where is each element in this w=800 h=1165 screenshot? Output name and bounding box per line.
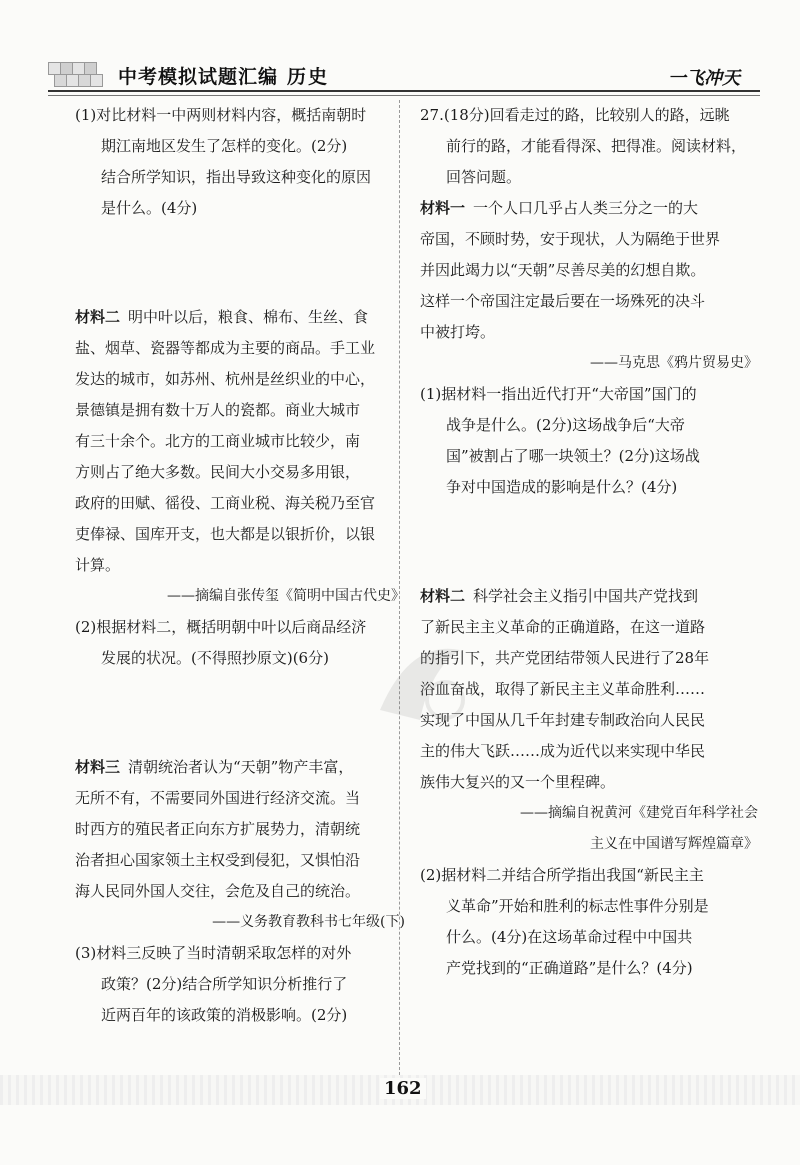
q-line: 战争是什么。(2分)这场战争后“大帝: [446, 416, 685, 434]
header-rule-thin: [48, 95, 760, 96]
material-line: 吏俸禄、国库开支，也大都是以银折价，以银: [75, 525, 376, 543]
q-line: (2)据材料二并结合所学指出我国“新民主主: [420, 866, 704, 884]
material-source: ——摘编自张传玺《简明中国古代史》: [167, 588, 405, 604]
page-number: 162: [380, 1078, 426, 1099]
q27-line: 前行的路，才能看得深、把得准。阅读材料，: [446, 137, 747, 155]
brand-logo: 一飞冲天: [668, 68, 740, 89]
q-line: 国”被割占了哪一块领土？(2分)这场战: [446, 447, 700, 465]
q3-line: 近两百年的该政策的消极影响。(2分): [101, 1006, 348, 1024]
q27-line: 回答问题。: [446, 168, 522, 186]
material-line: 盐、烟草、瓷器等都成为主要的商品。手工业: [75, 339, 376, 357]
right-column: [420, 100, 758, 984]
material-line: 时西方的殖民者正向东方扩展势力，清朝统: [75, 820, 361, 838]
material-source: ——义务教育教科书七年级(下): [212, 914, 405, 930]
material-line: 一个人口几乎占人类三分之一的大: [473, 199, 699, 217]
material-line: 无所不有，不需要同外国进行经济交流。当: [75, 789, 361, 807]
material-source: 主义在中国谱写辉煌篇章》: [590, 836, 758, 852]
material-line: 了新民主主义革命的正确道路，在这一道路: [420, 618, 706, 636]
question-2: [75, 612, 405, 674]
subject-title: 历史: [287, 66, 330, 88]
material-2: [75, 302, 405, 612]
q1-line: 期江南地区发生了怎样的变化。(2分): [101, 137, 348, 155]
question-3: [75, 938, 405, 1031]
left-column: [75, 100, 405, 1031]
q3-line: (3)材料三反映了当时清朝采取怎样的对外: [75, 944, 352, 962]
q2-line: 发展的状况。(不得照抄原文)(6分): [101, 649, 329, 667]
material-line: 中被打垮。: [420, 323, 496, 341]
material-line: 实现了中国从几千年封建专制政治向人民民: [420, 711, 706, 729]
q3-line: 政策？(2分)结合所学知识分析推行了: [101, 975, 348, 993]
q1-line: (1)对比材料一中两则材料内容，概括南朝时: [75, 106, 367, 124]
q-line: 什么。(4分)在这场革命过程中中国共: [446, 928, 693, 946]
material-line: 海人民同外国人交往，会危及自己的统治。: [75, 882, 361, 900]
material-line: 并因此竭力以“天朝”尽善尽美的幻想自欺。: [420, 261, 706, 279]
q-line: 产党找到的“正确道路”是什么？(4分): [446, 959, 693, 977]
q1-line: 结合所学知识，指出导致这种变化的原因: [101, 168, 372, 186]
material-line: 帝国，不顾时势，安于现状，人为隔绝于世界: [420, 230, 721, 248]
question-27: [420, 100, 758, 193]
watermark-logo-icon: [360, 620, 480, 740]
material-label: 材料二: [75, 308, 121, 326]
material-label: 材料一: [420, 199, 466, 217]
material-label: 材料二: [420, 587, 466, 605]
material-line: 这样一个帝国注定最后要在一场殊死的决斗: [420, 292, 706, 310]
question-1: [75, 100, 405, 224]
material-line: 主的伟大飞跃……成为近代以来实现中华民: [420, 742, 706, 760]
material-line: 清朝统治者认为“天朝”物产丰富，: [128, 758, 354, 776]
q-line: 争对中国造成的影响是什么？(4分): [446, 478, 678, 496]
material-3: [75, 752, 405, 938]
material-line: 的指引下，共产党团结带领人民进行了28年: [420, 649, 710, 667]
material-line: 景德镇是拥有数十万人的瓷都。商业大城市: [75, 401, 361, 419]
header-rule: [48, 90, 760, 92]
q2-line: (2)根据材料二，概括明朝中叶以后商品经济: [75, 618, 367, 636]
material-source: ——摘编自祝黄河《建党百年科学社会: [520, 805, 758, 821]
material-line: 治者担心国家领土主权受到侵犯，又惧怕沿: [75, 851, 361, 869]
book-title: 中考模拟试题汇编: [118, 66, 279, 88]
q-line: (1)据材料一指出近代打开“大帝国”国门的: [420, 385, 697, 403]
material-line: 明中叶以后，粮食、棉布、生丝、食: [128, 308, 369, 326]
question-27-1: [420, 379, 758, 503]
material-line: 浴血奋战，取得了新民主主义革命胜利……: [420, 680, 706, 698]
page-header: [0, 0, 800, 98]
question-27-2: [420, 860, 758, 984]
material-line: 发达的城市，如苏州、杭州是丝织业的中心，: [75, 370, 376, 388]
q27-line: 27.(18分)回看走过的路，比较别人的路，远眺: [420, 106, 730, 124]
q1-line: 是什么。(4分): [101, 199, 198, 217]
material-line: 计算。: [75, 556, 121, 574]
material-line: 有三十余个。北方的工商业城市比较少，南: [75, 432, 361, 450]
material-source: ——马克思《鸦片贸易史》: [590, 355, 758, 371]
material-line: 科学社会主义指引中国共产党找到: [473, 587, 699, 605]
material-label: 材料三: [75, 758, 121, 776]
material-line: 方则占了绝大多数。民间大小交易多用银，: [75, 463, 361, 481]
material-line: 族伟大复兴的又一个里程碑。: [420, 773, 616, 791]
material-line: 政府的田赋、徭役、工商业税、海关税乃至官: [75, 494, 376, 512]
material-1: [420, 193, 758, 379]
q-line: 义革命”开始和胜利的标志性事件分别是: [446, 897, 709, 915]
